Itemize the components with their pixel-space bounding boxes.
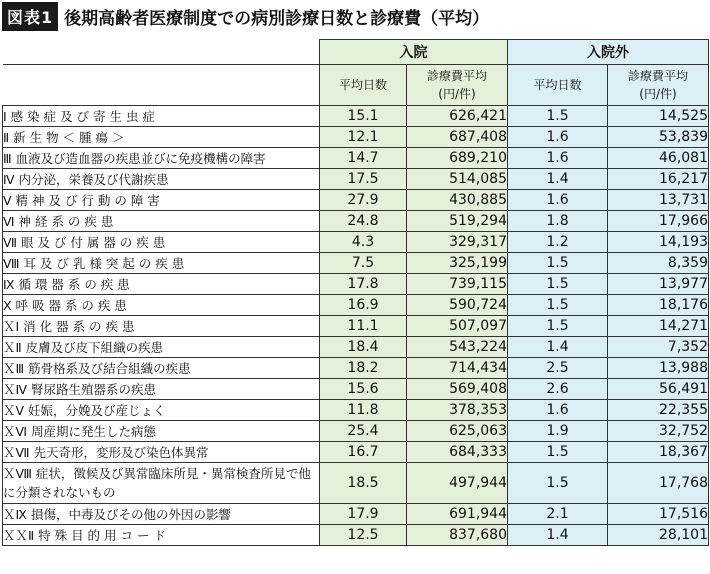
inpatient-days-cell: 7.5 <box>320 253 407 274</box>
disease-category-cell: ＸⅣ 腎尿路生殖器系の疾患 <box>3 379 320 400</box>
outpatient-days-cell: 1.6 <box>508 148 608 169</box>
statistics-table <box>2 39 709 546</box>
outpatient-cost-cell: 16,217 <box>608 169 709 190</box>
outpatient-cost-cell: 14,193 <box>608 232 709 253</box>
table-row <box>3 274 709 295</box>
table-body <box>3 106 709 546</box>
corner-cell-lower <box>3 65 320 106</box>
outpatient-cost-cell: 14,525 <box>608 106 709 127</box>
outpatient-days-cell: 1.6 <box>508 127 608 148</box>
disease-category-cell: Ⅴ 精 神 及 び 行 動 の 障 害 <box>3 190 320 211</box>
outpatient-days-cell: 1.5 <box>508 274 608 295</box>
outpatient-days-cell: 1.4 <box>508 337 608 358</box>
disease-category-cell: ＸＸⅡ 特 殊 目 的 用 コ ー ド <box>3 525 320 546</box>
table-row <box>3 295 709 316</box>
inpatient-days-cell: 11.8 <box>320 400 407 421</box>
inpatient-days-cell: 17.8 <box>320 274 407 295</box>
outpatient-cost-cell: 13,977 <box>608 274 709 295</box>
outpatient-cost-cell: 18,176 <box>608 295 709 316</box>
disease-category-cell: Ⅲ 血液及び造血器の疾患並びに免疫機構の障害 <box>3 148 320 169</box>
inpatient-days-cell: 24.8 <box>320 211 407 232</box>
inpatient-days-cell: 12.1 <box>320 127 407 148</box>
outpatient-days-cell: 1.6 <box>508 190 608 211</box>
inpatient-days-cell: 25.4 <box>320 421 407 442</box>
outpatient-cost-cell: 28,101 <box>608 525 709 546</box>
outpatient-cost-cell: 8,359 <box>608 253 709 274</box>
outpatient-days-cell: 1.5 <box>508 463 608 504</box>
inpatient-cost-cell: 325,199 <box>407 253 508 274</box>
outpatient-days-cell: 1.6 <box>508 400 608 421</box>
inpatient-days-cell: 16.7 <box>320 442 407 463</box>
outpatient-days-cell: 1.4 <box>508 525 608 546</box>
inpatient-days-cell: 27.9 <box>320 190 407 211</box>
disease-category-cell: ＸⅢ 筋骨格系及び結合組織の疾患 <box>3 358 320 379</box>
disease-category-cell: Ⅵ 神 経 系 の 疾 患 <box>3 211 320 232</box>
inpatient-days-cell: 18.5 <box>320 463 407 504</box>
table-row <box>3 442 709 463</box>
outpatient-days-cell: 1.5 <box>508 106 608 127</box>
figure-title-bar <box>0 0 710 32</box>
disease-category-cell: ＸⅤ 妊娠，分娩及び産じょく <box>3 400 320 421</box>
table-row <box>3 211 709 232</box>
outpatient-days-cell: 1.5 <box>508 295 608 316</box>
inpatient-cost-cell: 687,408 <box>407 127 508 148</box>
disease-category-cell: Ⅱ 新 生 物 ＜ 腫 瘍 ＞ <box>3 127 320 148</box>
table-row <box>3 525 709 546</box>
inpatient-days-cell: 15.1 <box>320 106 407 127</box>
sub-header-row <box>3 65 709 106</box>
table-row <box>3 127 709 148</box>
disease-category-cell: ＸⅦ 先天奇形，変形及び染色体異常 <box>3 442 320 463</box>
outpatient-cost-cell: 18,367 <box>608 442 709 463</box>
inpatient-days-cell: 17.9 <box>320 504 407 525</box>
inpatient-days-cell: 15.6 <box>320 379 407 400</box>
table-row <box>3 337 709 358</box>
outpatient-cost-cell: 17,768 <box>608 463 709 504</box>
inpatient-days-cell: 16.9 <box>320 295 407 316</box>
inpatient-days-cell: 11.1 <box>320 316 407 337</box>
inpatient-cost-cell: 569,408 <box>407 379 508 400</box>
outpatient-days-cell: 2.1 <box>508 504 608 525</box>
inpatient-cost-cell: 837,680 <box>407 525 508 546</box>
disease-category-cell: Ⅰ 感 染 症 及 び 寄 生 虫 症 <box>3 106 320 127</box>
outpatient-days-cell: 1.2 <box>508 232 608 253</box>
inpatient-cost-cell: 378,353 <box>407 400 508 421</box>
inpatient-cost-cell: 625,063 <box>407 421 508 442</box>
outpatient-days-cell: 1.9 <box>508 421 608 442</box>
inpatient-cost-header <box>407 65 508 106</box>
inpatient-cost-cell: 689,210 <box>407 148 508 169</box>
disease-category-cell: ＸⅥ 周産期に発生した病態 <box>3 421 320 442</box>
inpatient-days-cell: 12.5 <box>320 525 407 546</box>
outpatient-group-header: 入院外 <box>508 40 709 65</box>
table-row <box>3 106 709 127</box>
outpatient-cost-cell: 17,966 <box>608 211 709 232</box>
table-row <box>3 400 709 421</box>
inpatient-days-cell: 4.3 <box>320 232 407 253</box>
inpatient-cost-cell: 507,097 <box>407 316 508 337</box>
table-row <box>3 358 709 379</box>
inpatient-cost-cell: 590,724 <box>407 295 508 316</box>
inpatient-cost-cell: 714,434 <box>407 358 508 379</box>
inpatient-cost-cell: 684,333 <box>407 442 508 463</box>
outpatient-days-cell: 1.5 <box>508 253 608 274</box>
disease-category-cell: Ⅷ 耳 及 び 乳 様 突 起 の 疾 患 <box>3 253 320 274</box>
disease-category-cell: ＸⅧ 症状，徴候及び異常臨床所見・異常検査所見で他に分類されないもの <box>3 463 320 504</box>
group-header-row <box>3 40 709 65</box>
outpatient-cost-cell: 56,491 <box>608 379 709 400</box>
disease-category-cell: Ⅹ 呼 吸 器 系 の 疾 患 <box>3 295 320 316</box>
table-row <box>3 421 709 442</box>
inpatient-group-header: 入院 <box>320 40 508 65</box>
outpatient-days-cell: 2.6 <box>508 379 608 400</box>
outpatient-cost-header-line2: (円/件) <box>639 87 677 101</box>
table-row <box>3 504 709 525</box>
inpatient-cost-header-line2: (円/件) <box>438 87 476 101</box>
inpatient-cost-header-line1: 診療費平均 <box>426 69 487 83</box>
corner-cell <box>3 40 320 65</box>
outpatient-days-cell: 1.4 <box>508 169 608 190</box>
outpatient-cost-header-line1: 診療費平均 <box>627 69 688 83</box>
table-row <box>3 190 709 211</box>
outpatient-cost-cell: 14,271 <box>608 316 709 337</box>
inpatient-cost-cell: 329,317 <box>407 232 508 253</box>
inpatient-cost-cell: 739,115 <box>407 274 508 295</box>
table-row <box>3 316 709 337</box>
inpatient-days-cell: 17.5 <box>320 169 407 190</box>
inpatient-cost-cell: 497,944 <box>407 463 508 504</box>
outpatient-cost-cell: 32,752 <box>608 421 709 442</box>
inpatient-cost-cell: 691,944 <box>407 504 508 525</box>
outpatient-cost-cell: 13,731 <box>608 190 709 211</box>
outpatient-days-cell: 1.5 <box>508 316 608 337</box>
inpatient-cost-cell: 626,421 <box>407 106 508 127</box>
outpatient-cost-cell: 17,516 <box>608 504 709 525</box>
figure-title: 後期高齢者医療制度での病別診療日数と診療費（平均） <box>64 8 490 29</box>
inpatient-days-cell: 14.7 <box>320 148 407 169</box>
outpatient-cost-cell: 13,988 <box>608 358 709 379</box>
figure-label: 図表1 <box>2 2 58 31</box>
outpatient-days-cell: 1.8 <box>508 211 608 232</box>
inpatient-cost-cell: 514,085 <box>407 169 508 190</box>
disease-category-cell: ＸⅠ 消 化 器 系 の 疾 患 <box>3 316 320 337</box>
disease-category-cell: ＸⅨ 損傷，中毒及びその他の外因の影響 <box>3 504 320 525</box>
disease-category-cell: Ⅸ 循 環 器 系 の 疾 患 <box>3 274 320 295</box>
table-row <box>3 379 709 400</box>
disease-category-cell: Ⅶ 眼 及 び 付 属 器 の 疾 患 <box>3 232 320 253</box>
disease-category-cell: ＸⅡ 皮膚及び皮下組織の疾患 <box>3 337 320 358</box>
table-row <box>3 148 709 169</box>
outpatient-days-header: 平均日数 <box>508 65 608 106</box>
table-row <box>3 232 709 253</box>
inpatient-cost-cell: 543,224 <box>407 337 508 358</box>
inpatient-cost-cell: 519,294 <box>407 211 508 232</box>
inpatient-cost-cell: 430,885 <box>407 190 508 211</box>
outpatient-cost-header <box>608 65 709 106</box>
inpatient-days-header: 平均日数 <box>320 65 407 106</box>
inpatient-days-cell: 18.4 <box>320 337 407 358</box>
outpatient-cost-cell: 22,355 <box>608 400 709 421</box>
outpatient-days-cell: 1.5 <box>508 442 608 463</box>
outpatient-cost-cell: 53,839 <box>608 127 709 148</box>
table-row <box>3 169 709 190</box>
outpatient-cost-cell: 46,081 <box>608 148 709 169</box>
disease-category-cell: Ⅳ 内分泌，栄養及び代謝疾患 <box>3 169 320 190</box>
inpatient-days-cell: 18.2 <box>320 358 407 379</box>
table-row <box>3 463 709 504</box>
table-row <box>3 253 709 274</box>
outpatient-cost-cell: 7,352 <box>608 337 709 358</box>
outpatient-days-cell: 2.5 <box>508 358 608 379</box>
